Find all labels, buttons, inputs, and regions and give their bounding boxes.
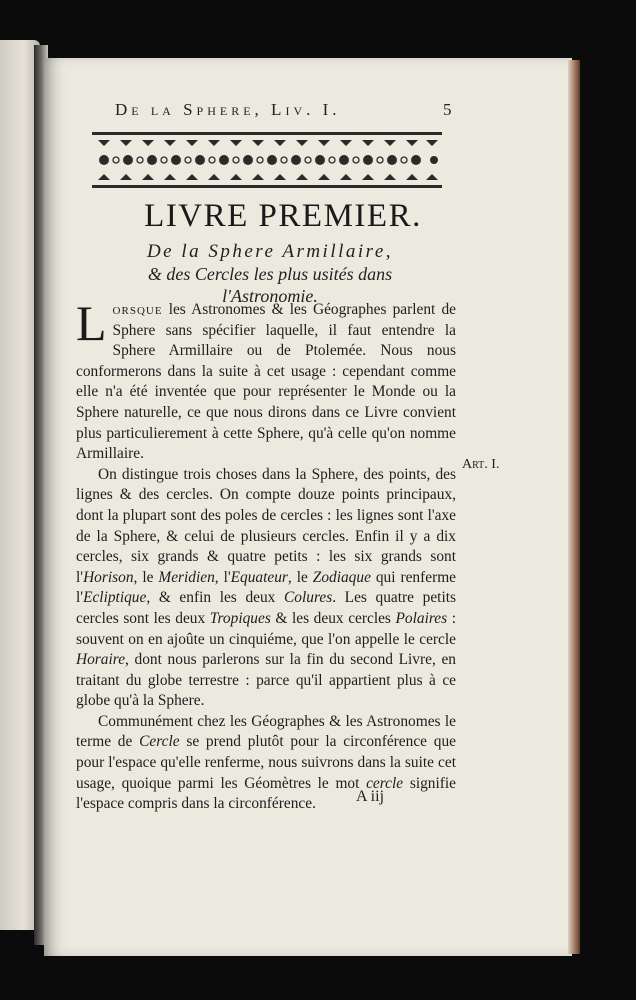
text-run: , l' <box>214 568 231 586</box>
text-run: qui renferme l' <box>76 568 457 607</box>
chapter-title-line-2: & des Cercles les plus usités dans <box>147 264 393 284</box>
italic-term: Ecliptique <box>83 589 147 607</box>
book-title: LIVRE PREMIER. <box>144 198 422 234</box>
text-run: Communément chez les Géographes & les Astronomes le terme de <box>76 712 456 751</box>
chapter-title-line-1: De la Sphere Armillaire, <box>146 241 394 262</box>
italic-term: Horaire <box>76 651 126 669</box>
italic-term: Colures <box>284 589 333 607</box>
chapter-title-line-3: l'Astronomie. <box>222 286 318 306</box>
opening-word: orsque <box>112 301 163 318</box>
paragraph-1-text: les Astronomes & les Géographes parlent de Sphere sans spécifier laquelle, il faut entendre la Sphere Armillaire ou de Ptolemée. Nous nous conformerons dans la suite à cet usage : cependant comme elle n'a été inventée que pour représenter le Monde ou la Sphere naturelle, ce que nous dirons dans ce Livre convient plus particulierement à cette Sphere, qu'à celle qu'on nomme Armillaire. <box>76 301 456 463</box>
italic-term: Equateur <box>230 568 288 586</box>
italic-term: Polaires <box>395 609 448 627</box>
text-run: , le <box>287 568 313 586</box>
text-run: signifie l'espace compris dans la circonférence. <box>76 774 456 813</box>
text-run: se prend plutôt pour la circonférence que pour l'espace qu'elle renferme, nous suivrons dans la suite cet usage, quoique parmi les Géomètres le mot <box>76 733 456 792</box>
italic-term: Cercle <box>139 733 180 751</box>
margin-note-article: Art. I. <box>462 457 500 472</box>
text-run: , le <box>133 568 159 586</box>
signature-mark: A iij <box>356 788 385 805</box>
page-number: 5 <box>443 100 452 119</box>
typographic-ornament-band <box>92 130 442 190</box>
italic-term: Zodiaque <box>312 568 371 586</box>
italic-term: Horison <box>83 568 134 586</box>
text-run: On distingue trois choses dans la Sphere, des points, des lignes & des cercles. On compte douze points principaux, dont la plupart sont des poles de cercles : les lignes sont l'axe de la Sphere, & celui de plusieurs cercles. Enfin il y a dix cercles, six grands & quatre petits : les six grands sont l' <box>76 465 456 586</box>
italic-term: Tropiques <box>209 609 271 627</box>
drop-cap: L <box>76 295 107 351</box>
italic-term: Meridien <box>158 568 215 586</box>
page-fore-edge <box>568 60 580 954</box>
text-run: : souvent on en ajoûte un cinquiéme, que l'on appelle le cercle <box>76 609 457 648</box>
text-run: , & enfin les deux <box>146 589 285 607</box>
italic-term: cercle <box>366 774 404 792</box>
text-run: . Les quatre petits cercles sont les deux <box>76 589 456 627</box>
chapter-title <box>80 241 460 307</box>
text-run: & les deux cercles <box>270 609 396 627</box>
paragraph-3 <box>76 712 456 815</box>
text-run: , dont nous parlerons sur la fin du second Livre, en traitant du globe terrestre : parce qu'il appartient plus à ce globe qu'à la Sphere. <box>76 651 456 710</box>
running-head: De la Sphere, Liv. I. <box>115 100 341 119</box>
paragraph-2 <box>76 465 456 712</box>
